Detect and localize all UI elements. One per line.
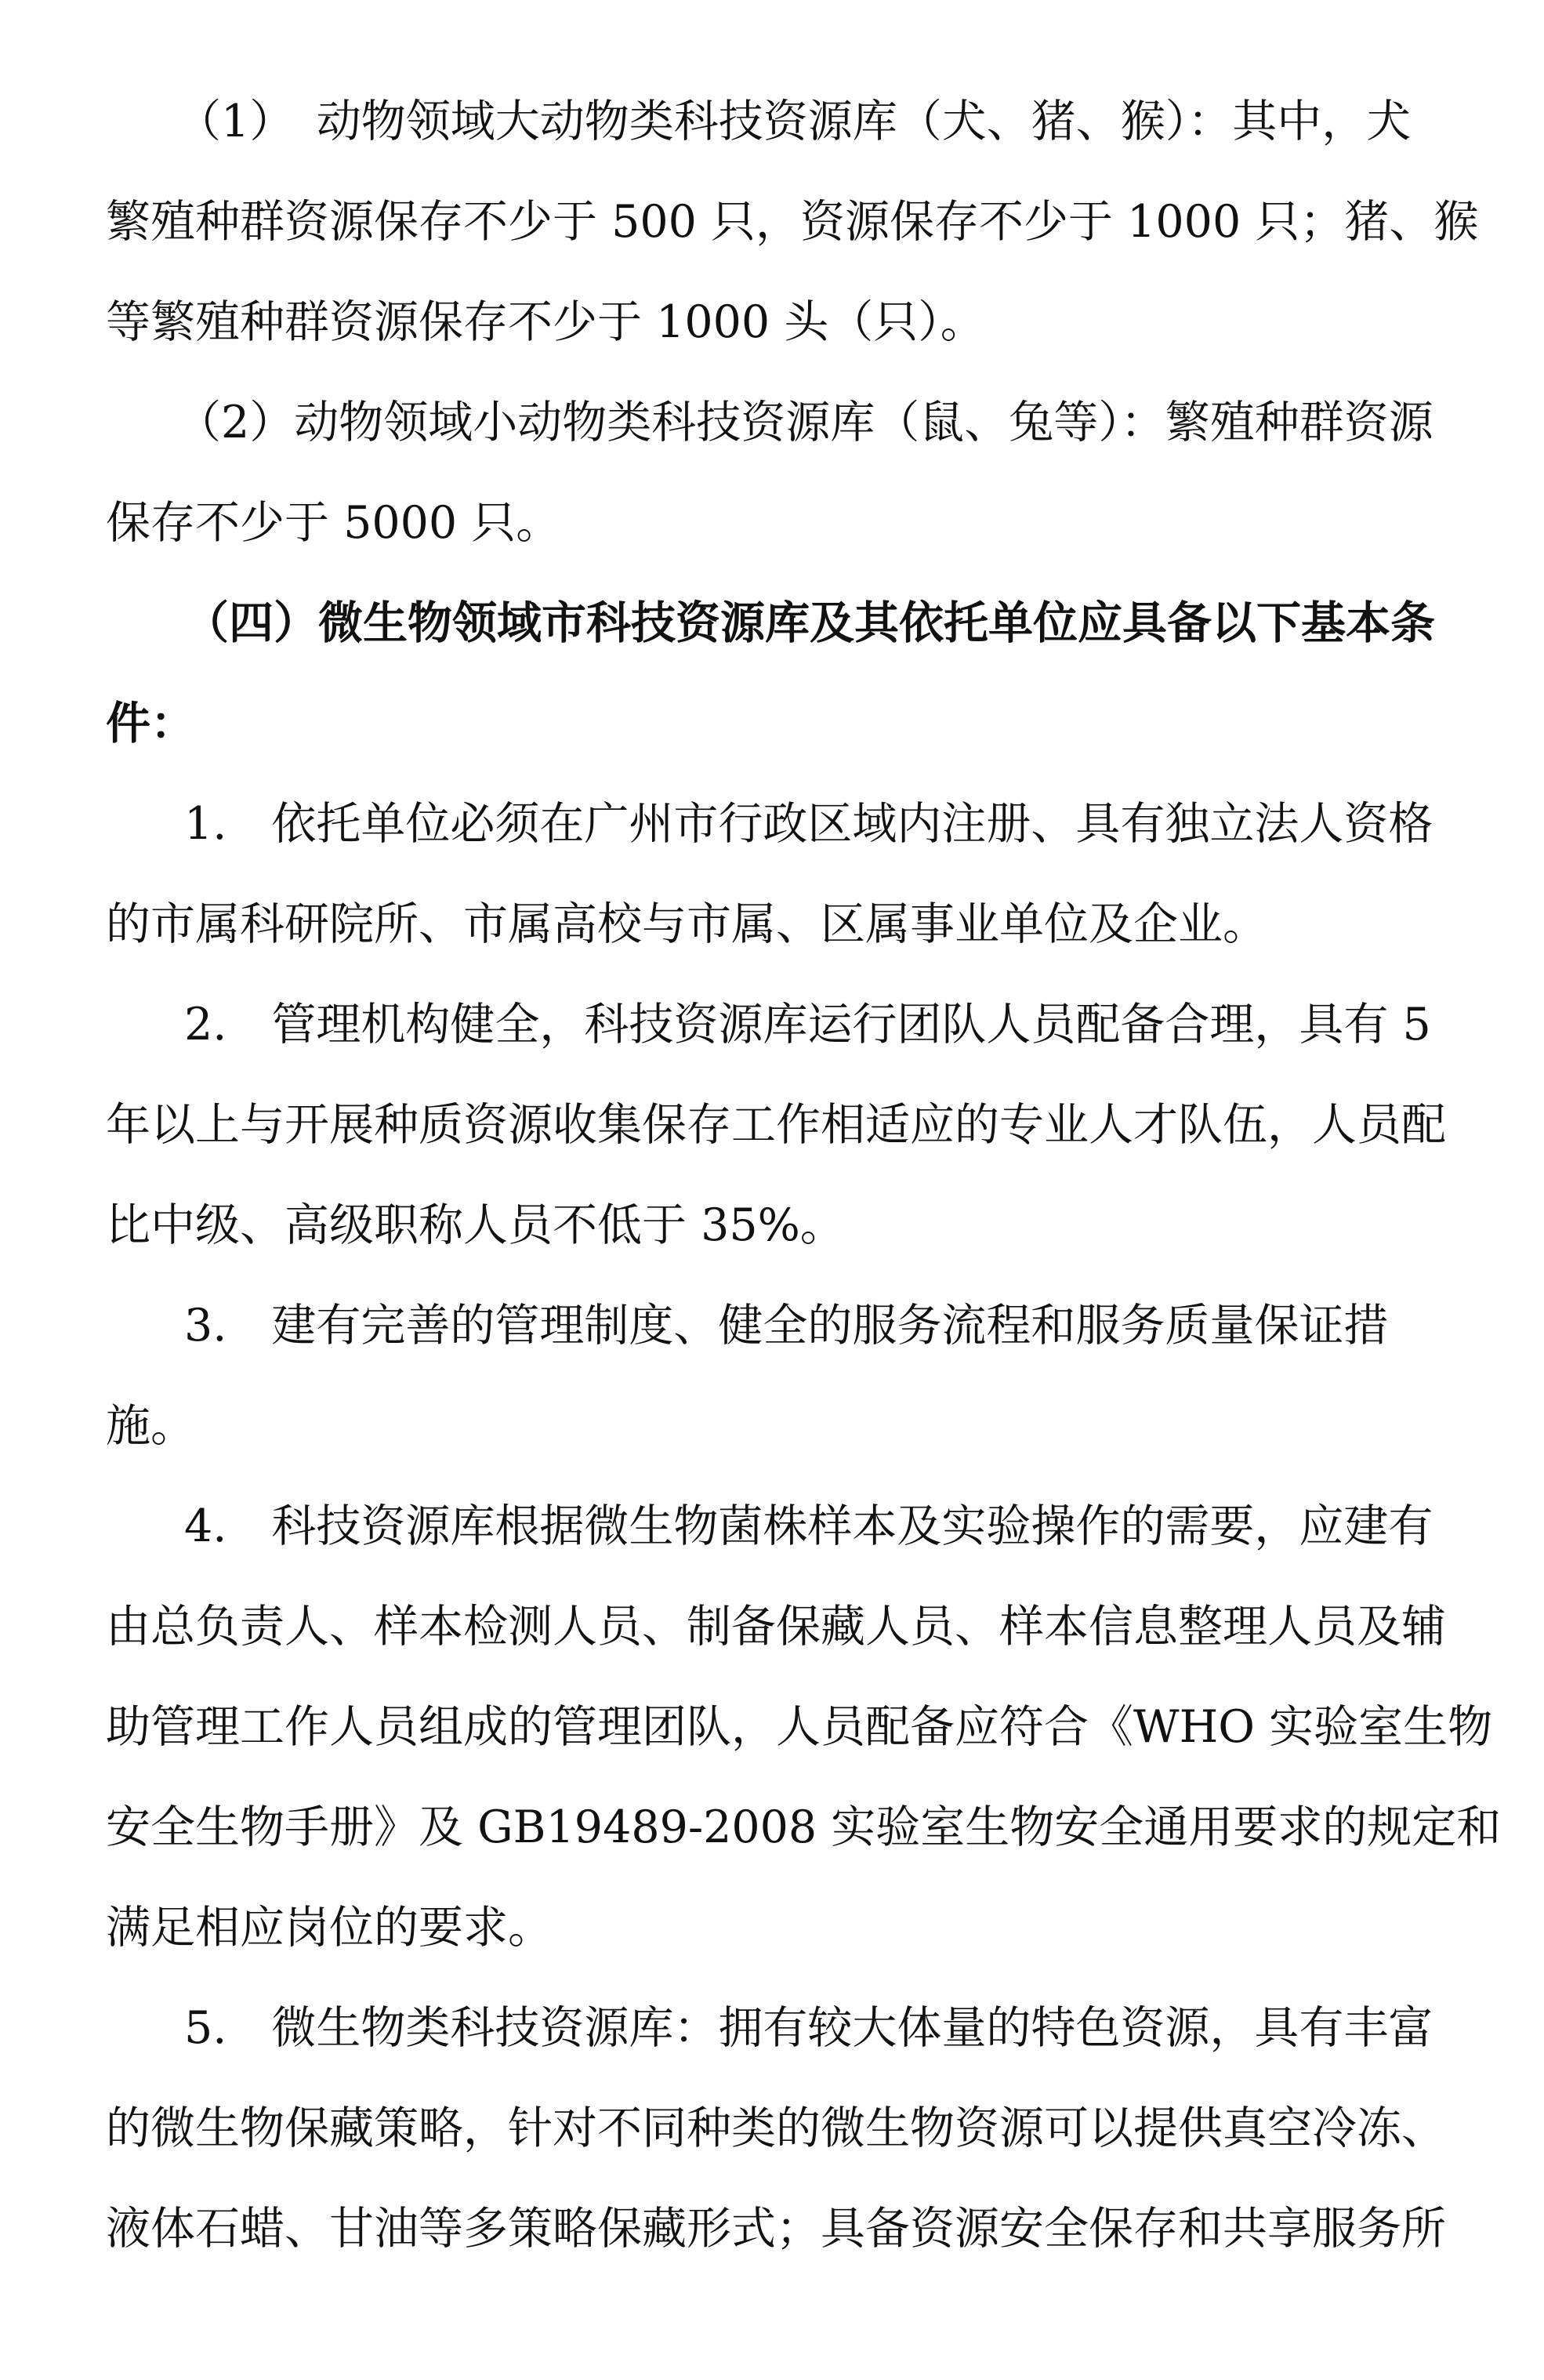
text-line: 安全生物手册》及 GB19489-2008 实验室生物安全通用要求的规定和 (106, 1801, 1502, 1853)
text-line: 的市属科研院所、市属高校与市属、区属事业单位及企业。 (106, 898, 1267, 950)
text-line: 等繁殖种群资源保存不少于 1000 头（只）。 (106, 296, 985, 348)
text-line: 的微生物保藏策略，针对不同种类的微生物资源可以提供真空冷冻、 (106, 2102, 1446, 2154)
text-line: （2）动物领域小动物类科技资源库（鼠、兔等）：繁殖种群资源 (176, 397, 1433, 448)
text-line: （1） 动物领域大动物类科技资源库（犬、猪、猴）：其中，犬 (176, 96, 1412, 147)
text-line: 保存不少于 5000 只。 (106, 497, 561, 549)
list-item-5: 5. 微生物类科技资源库：拥有较大体量的特色资源，具有丰富 (184, 2002, 1433, 2054)
text-line: 液体石蜡、甘油等多策略保藏形式；具备资源安全保存和共享服务所 (106, 2203, 1446, 2255)
text-line: 繁殖种群资源保存不少于 500 只，资源保存不少于 1000 只；猪、猴 (106, 196, 1479, 248)
list-item-4: 4. 科技资源库根据微生物菌株样本及实验操作的需要，应建有 (184, 1500, 1433, 1552)
text-line: 助管理工作人员组成的管理团队，人员配备应符合《WHO 实验室生物 (106, 1701, 1493, 1753)
text-line: 由总负责人、样本检测人员、制备保藏人员、样本信息整理人员及辅 (106, 1601, 1446, 1653)
section-heading: （四）微生物领域市科技资源库及其依托单位应具备以下基本条 (184, 597, 1435, 649)
list-item-2: 2. 管理机构健全，科技资源库运行团队人员配备合理，具有 5 (184, 999, 1431, 1050)
list-item-3: 3. 建有完善的管理制度、健全的服务流程和服务质量保证措 (184, 1300, 1389, 1351)
text-line: 满足相应岗位的要求。 (106, 1902, 553, 1954)
text-line: 比中级、高级职称人员不低于 35%。 (106, 1199, 845, 1251)
text-line: 年以上与开展种质资源收集保存工作相适应的专业人才队伍，人员配 (106, 1099, 1446, 1151)
section-heading-continuation: 件： (106, 697, 195, 749)
text-line: 施。 (106, 1400, 195, 1452)
list-item-1: 1. 依托单位必须在广州市行政区域内注册、具有独立法人资格 (184, 798, 1433, 850)
